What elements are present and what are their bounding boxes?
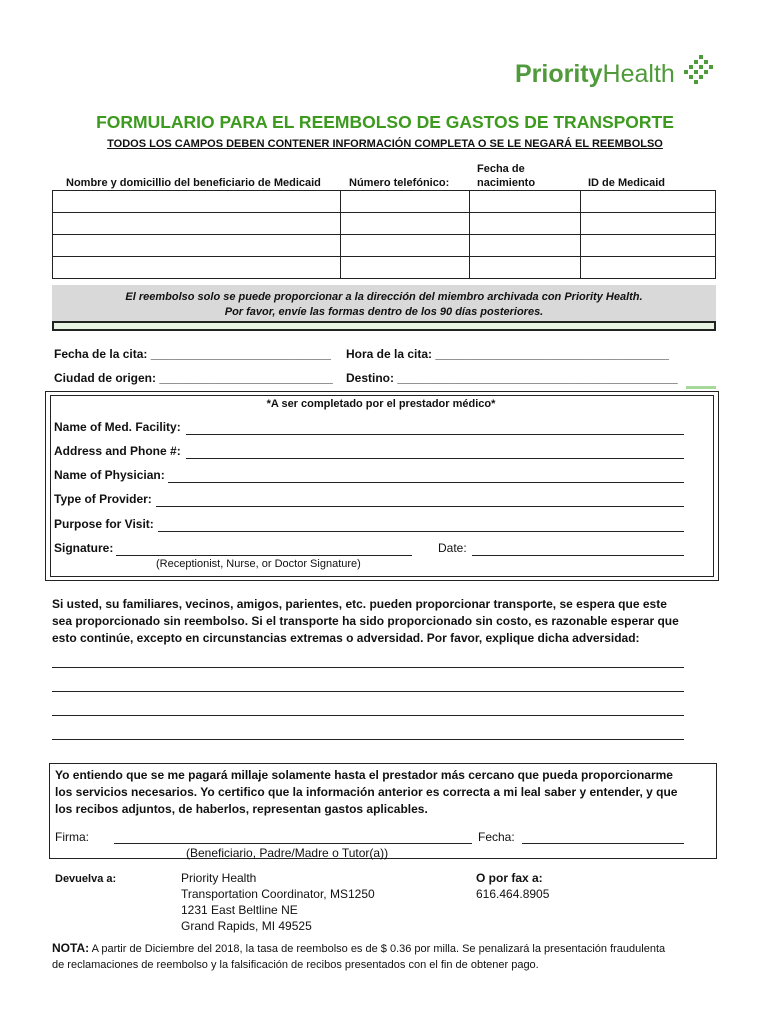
origin-city-field[interactable]: Ciudad de origen: __________________________ [54, 371, 333, 385]
certify-line-3: los recibos adjuntos, de haberlos, representan gastos aplicables. [55, 802, 428, 816]
table-row [53, 213, 716, 235]
physician-label: Name of Physician: [54, 468, 165, 482]
table-row [53, 191, 716, 213]
purpose-label: Purpose for Visit: [54, 517, 154, 531]
note-line-2: de reclamaciones de reembolso y la falsificación de recibos presentados con el fin de obtener pago. [52, 959, 539, 971]
appointment-time-field[interactable]: Hora de la cita: ___________________________________ [346, 347, 669, 361]
certify-line-1: Yo entiendo que se me pagará millaje solamente hasta el prestador más cercano que pueda proporcionarme [55, 768, 673, 782]
explanation-line[interactable] [52, 667, 684, 668]
explanation-line[interactable] [52, 715, 684, 716]
provider-heading: *A ser completado por el prestador médico* [266, 398, 496, 410]
table-row [53, 257, 716, 279]
form-title: FORMULARIO PARA EL REEMBOLSO DE GASTOS DE TRANSPORTE [96, 112, 674, 132]
phone-cell[interactable] [341, 257, 470, 279]
dob-cell[interactable] [470, 191, 581, 213]
explanation-line[interactable] [52, 691, 684, 692]
provider-date-input[interactable] [472, 555, 684, 556]
table-row [53, 235, 716, 257]
phone-cell[interactable] [341, 191, 470, 213]
return-addr-1: Priority Health [181, 871, 257, 885]
appointment-date-field[interactable]: Fecha de la cita: ___________________________ [54, 347, 331, 361]
footnote [52, 940, 722, 973]
address-label: Address and Phone #: [54, 444, 181, 458]
transport-paragraph-3: esto continúe, excepto en circunstancias extremas o adversidad. Por favor, explique dicha adversidad: [52, 631, 640, 645]
phone-cell[interactable] [341, 235, 470, 257]
facility-input[interactable] [186, 434, 684, 435]
certify-line-2: los servicios necesarios. Yo certifico que la información anterior es correcta a mi leal saber y entender, y que [55, 785, 678, 799]
col-phone-header: Número telefónico: [349, 177, 450, 189]
transport-paragraph-2: sea proporcionado sin reembolso. Si el transporte ha sido proporcionado sin costo, es razonable esperar que [52, 614, 679, 628]
transport-paragraph-1: Si usted, su familiares, vecinos, amigos, parientes, etc. pueden proporcionar transporte, se espera que este [52, 597, 667, 611]
name-cell[interactable] [53, 257, 341, 279]
provider-date-label: Date: [438, 541, 467, 555]
dob-cell[interactable] [470, 257, 581, 279]
green-accent-line [686, 386, 716, 389]
firma-label: Firma: [55, 830, 89, 844]
signature-note: (Receptionist, Nurse, or Doctor Signature) [156, 558, 361, 570]
note-label: NOTA: [52, 941, 90, 955]
address-input[interactable] [186, 458, 684, 459]
signature-label: Signature: [54, 541, 114, 555]
dob-cell[interactable] [470, 213, 581, 235]
return-addr-3: 1231 East Beltline NE [181, 903, 298, 917]
col-dob-header-1: Fecha de [477, 163, 525, 175]
return-addr-2: Transportation Coordinator, MS1250 [181, 887, 375, 901]
form-subtitle: TODOS LOS CAMPOS DEBEN CONTENER INFORMACIÓN COMPLETA O SE LE NEGARÁ EL REEMBOLSO [107, 138, 663, 150]
destination-field[interactable]: Destino: __________________________________________ [346, 371, 678, 385]
fecha-label: Fecha: [478, 830, 515, 844]
facility-label: Name of Med. Facility: [54, 420, 181, 434]
id-cell[interactable] [581, 191, 716, 213]
provider-type-label: Type of Provider: [54, 492, 152, 506]
col-dob-header-2: nacimiento [477, 177, 536, 189]
col-id-header: ID de Medicaid [588, 177, 666, 189]
name-cell[interactable] [53, 235, 341, 257]
beneficiary-signature-input[interactable] [114, 843, 472, 844]
provider-type-input[interactable] [156, 506, 684, 507]
purpose-input[interactable] [158, 531, 684, 532]
return-label: Devuelva a: [55, 873, 117, 885]
logo-bold-text: Priority [515, 60, 603, 88]
logo-grid-icon [682, 54, 716, 88]
logo-light-text: Health [602, 60, 675, 88]
fax-number: 616.464.8905 [476, 887, 550, 901]
return-addr-4: Grand Rapids, MI 49525 [181, 919, 312, 933]
notice-divider [52, 321, 716, 331]
id-cell[interactable] [581, 257, 716, 279]
name-cell[interactable] [53, 191, 341, 213]
name-cell[interactable] [53, 213, 341, 235]
col-name-header: Nombre y domicillio del beneficiario de Medicaid [66, 177, 321, 189]
priority-health-logo [515, 60, 675, 89]
notice-line-1: El reembolso solo se puede proporcionar a la dirección del miembro archivada con Priority Health. [125, 291, 643, 303]
dob-cell[interactable] [470, 235, 581, 257]
id-cell[interactable] [581, 213, 716, 235]
firma-note: (Beneficiario, Padre/Madre o Tutor(a)) [186, 846, 389, 860]
physician-input[interactable] [168, 482, 684, 483]
explanation-line[interactable] [52, 739, 684, 740]
beneficiary-table [52, 190, 716, 279]
fax-label: O por fax a: [476, 871, 543, 885]
beneficiary-date-input[interactable] [522, 843, 684, 844]
note-line-1: A partir de Diciembre del 2018, la tasa de reembolso es de $ 0.36 por milla. Se penalizará la presentación fraudulenta [91, 943, 666, 955]
provider-signature-input[interactable] [116, 555, 412, 556]
id-cell[interactable] [581, 235, 716, 257]
notice-line-2: Por favor, envíe las formas dentro de los 90 días posteriores. [224, 306, 544, 318]
phone-cell[interactable] [341, 213, 470, 235]
